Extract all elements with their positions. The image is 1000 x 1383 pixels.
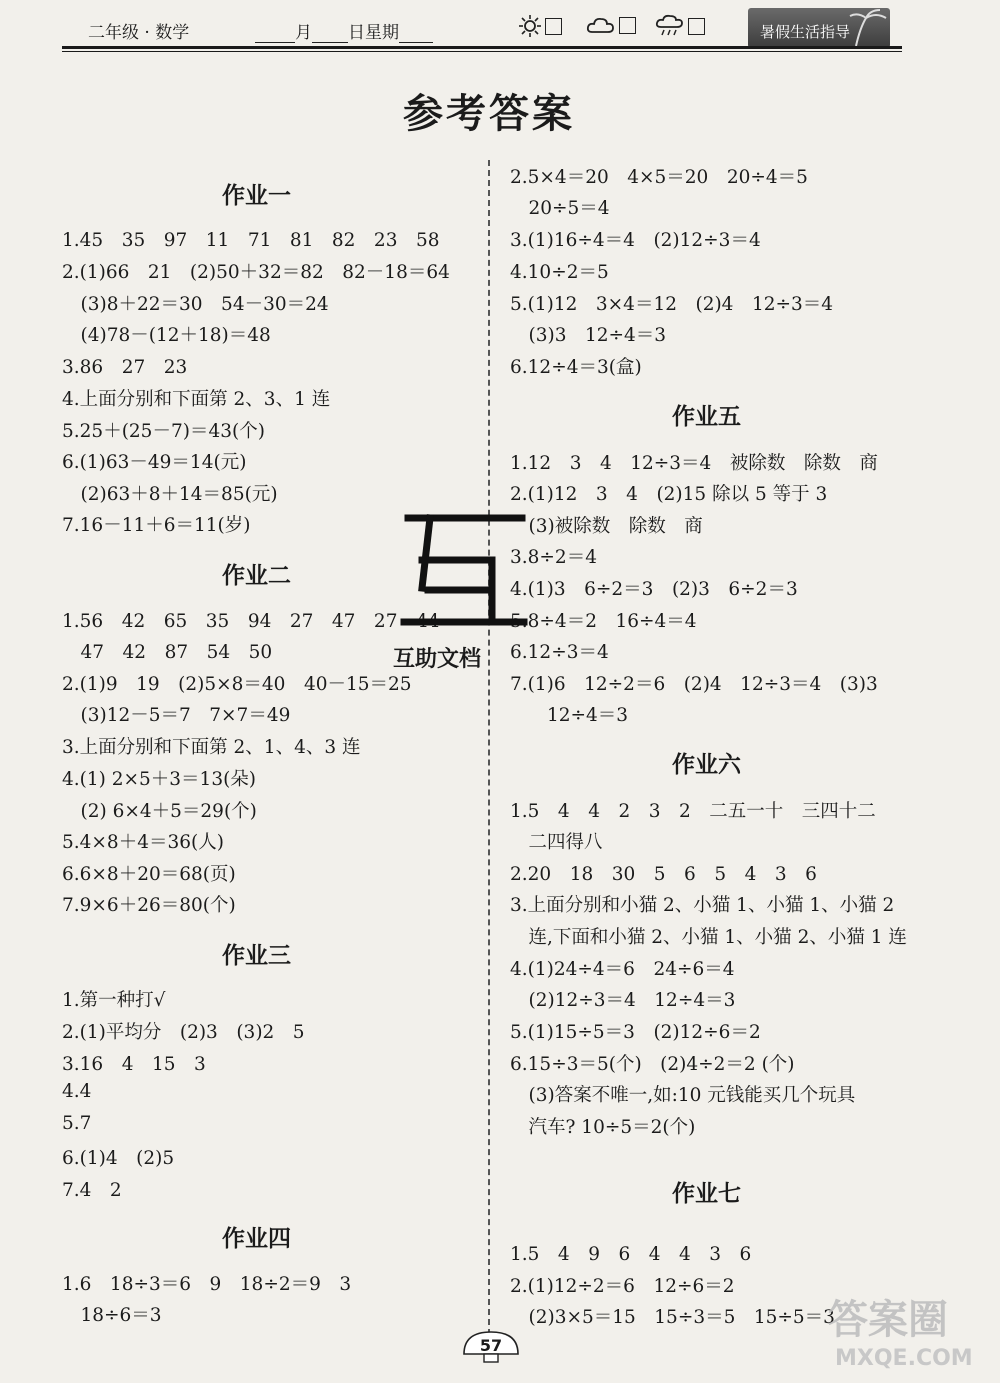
section-title-2: 作业二 [222, 563, 291, 589]
answer-line: 7.9×6＋26＝80(个) [62, 895, 236, 916]
answer-line: 5.(1)12 3×4＝12 (2)4 12÷3＝4 [510, 294, 834, 315]
answer-line: 7.(1)6 12÷2＝6 (2)4 12÷3＝4 (3)3 [510, 674, 878, 695]
answer-line: 6.12÷3＝4 [510, 642, 609, 663]
page-number [460, 1328, 522, 1364]
answer-line: 2.(1)12÷2＝6 12÷6＝2 [510, 1276, 735, 1297]
answer-line: 1.56 42 65 35 94 27 47 27 44 [62, 611, 440, 632]
answer-line: 二四得八 [510, 832, 603, 853]
answer-line: 47 42 87 54 50 [62, 642, 273, 663]
badge-text: 暑假生活指导 [760, 23, 851, 41]
section-title-6: 作业六 [672, 752, 741, 778]
answer-line: 2.(1)9 19 (2)5×8＝40 40－15＝25 [62, 674, 412, 695]
answer-line: 5.(1)15÷5＝3 (2)12÷6＝2 [510, 1022, 761, 1043]
answer-line: 5.4×8＋4＝36(人) [62, 832, 224, 853]
section-title-7: 作业七 [672, 1181, 741, 1207]
answer-line: 2.(1)66 21 (2)50＋32＝82 82－18＝64 [62, 262, 450, 283]
answer-line: 4.4 [62, 1081, 92, 1102]
answer-line: 3.16 4 15 3 [62, 1054, 206, 1075]
rain-checkbox [655, 14, 705, 39]
watermark-text: 互助文档 [393, 647, 482, 672]
header-badge [748, 8, 890, 48]
answer-line: (3)答案不唯一,如:10 元钱能买几个玩具 [510, 1085, 856, 1106]
answer-line: 18÷6＝3 [62, 1305, 162, 1326]
answer-line: 1.12 3 4 12÷3＝4 被除数 除数 商 [510, 453, 878, 474]
section-title-4: 作业四 [222, 1226, 291, 1252]
page-title: 参考答案 [403, 91, 575, 137]
answer-line: 7.4 2 [62, 1180, 122, 1201]
answer-line: 3.上面分别和下面第 2、1、4、3 连 [62, 737, 361, 758]
answer-line: (2)12÷3＝4 12÷4＝3 [510, 990, 736, 1011]
watermark-glyph-icon [400, 510, 530, 640]
header-rule-thin [62, 51, 902, 52]
answer-line: 6.(1)4 (2)5 [62, 1148, 175, 1169]
answer-line: 3.8÷2＝4 [510, 547, 597, 568]
answer-line: (3)被除数 除数 商 [510, 516, 703, 537]
answer-line: (3)8＋22＝30 54－30＝24 [62, 294, 329, 315]
answer-line: 3.上面分别和小猫 2、小猫 1、小猫 1、小猫 2 [510, 895, 895, 916]
answer-line: 2.5×4＝20 4×5＝20 20÷4＝5 [510, 167, 808, 188]
answer-line: (2)3×5＝15 15÷3＝5 15÷5＝3 [510, 1307, 835, 1328]
answer-line: 20÷5＝4 [510, 198, 610, 219]
answer-line: 4.(1) 2×5＋3＝13(朵) [62, 769, 257, 790]
answer-line: 6.12÷4＝3(盒) [510, 357, 642, 378]
header-subject: 二年级 · 数学 [88, 23, 190, 43]
answer-line: (3)3 12÷4＝3 [510, 325, 667, 346]
answer-line: 3.86 27 23 [62, 357, 188, 378]
answer-line: 2.(1)平均分 (2)3 (3)2 5 [62, 1022, 305, 1043]
answer-line: 1.5 4 4 2 3 2 二五一十 三四十二 [510, 801, 876, 822]
header-day: 日星期 [348, 23, 399, 43]
answer-line: (4)78－(12＋18)＝48 [62, 325, 271, 346]
answer-line: 6.(1)63－49＝14(元) [62, 452, 247, 473]
page-number-text: 57 [479, 1336, 503, 1355]
answer-line: 汽车? 10÷5＝2(个) [510, 1117, 696, 1138]
section-title-5: 作业五 [672, 404, 741, 430]
section-title-1: 作业一 [222, 183, 291, 209]
column-divider [488, 160, 490, 1335]
page-header [0, 0, 1000, 60]
sun-checkbox [518, 14, 562, 39]
corner-watermark-url: MXQE.COM [835, 1346, 973, 1371]
cloud-icon [586, 14, 616, 36]
answer-line: 5.7 [62, 1113, 92, 1134]
answer-line: 6.15÷3＝5(个) (2)4÷2＝2 (个) [510, 1054, 795, 1075]
answer-line: 12÷4＝3 [510, 705, 629, 726]
answer-line: 1.45 35 97 11 71 81 82 23 58 [62, 230, 440, 251]
answer-line: 4.(1)3 6÷2＝3 (2)3 6÷2＝3 [510, 579, 798, 600]
answer-line: 5.25＋(25－7)＝43(个) [62, 421, 265, 442]
header-month: 月 [295, 23, 312, 43]
answer-line: 3.(1)16÷4＝4 (2)12÷3＝4 [510, 230, 761, 251]
answer-line: 7.16－11＋6＝11(岁) [62, 515, 251, 536]
answer-line: (2) 6×4＋5＝29(个) [62, 801, 257, 822]
answer-line: (2)63＋8＋14＝85(元) [62, 484, 278, 505]
answer-line: 5.8÷4＝2 16÷4＝4 [510, 611, 697, 632]
answer-line: 1.6 18÷3＝6 9 18÷2＝9 3 [62, 1274, 352, 1295]
corner-watermark: 答案圈 [828, 1297, 948, 1343]
rain-icon [655, 14, 685, 38]
cloud-checkbox [586, 14, 636, 38]
answer-line: 2.(1)12 3 4 (2)15 除以 5 等于 3 [510, 484, 828, 505]
answer-line: 1.第一种打√ [62, 990, 166, 1011]
answer-line: 1.5 4 9 6 4 4 3 6 [510, 1244, 752, 1265]
sun-icon [518, 14, 542, 38]
answer-line: 4.10÷2＝5 [510, 262, 609, 283]
header-rule [62, 46, 902, 49]
answer-line: (3)12－5＝7 7×7＝49 [62, 705, 291, 726]
section-title-3: 作业三 [222, 943, 291, 969]
answer-line: 6.6×8＋20＝68(页) [62, 864, 236, 885]
answer-line: 4.(1)24÷4＝6 24÷6＝4 [510, 959, 735, 980]
answer-line: 4.上面分别和下面第 2、3、1 连 [62, 389, 331, 410]
header-date [255, 18, 433, 43]
answer-line: 2.20 18 30 5 6 5 4 3 6 [510, 864, 817, 885]
answer-line: 连,下面和小猫 2、小猫 1、小猫 2、小猫 1 连 [510, 927, 907, 948]
